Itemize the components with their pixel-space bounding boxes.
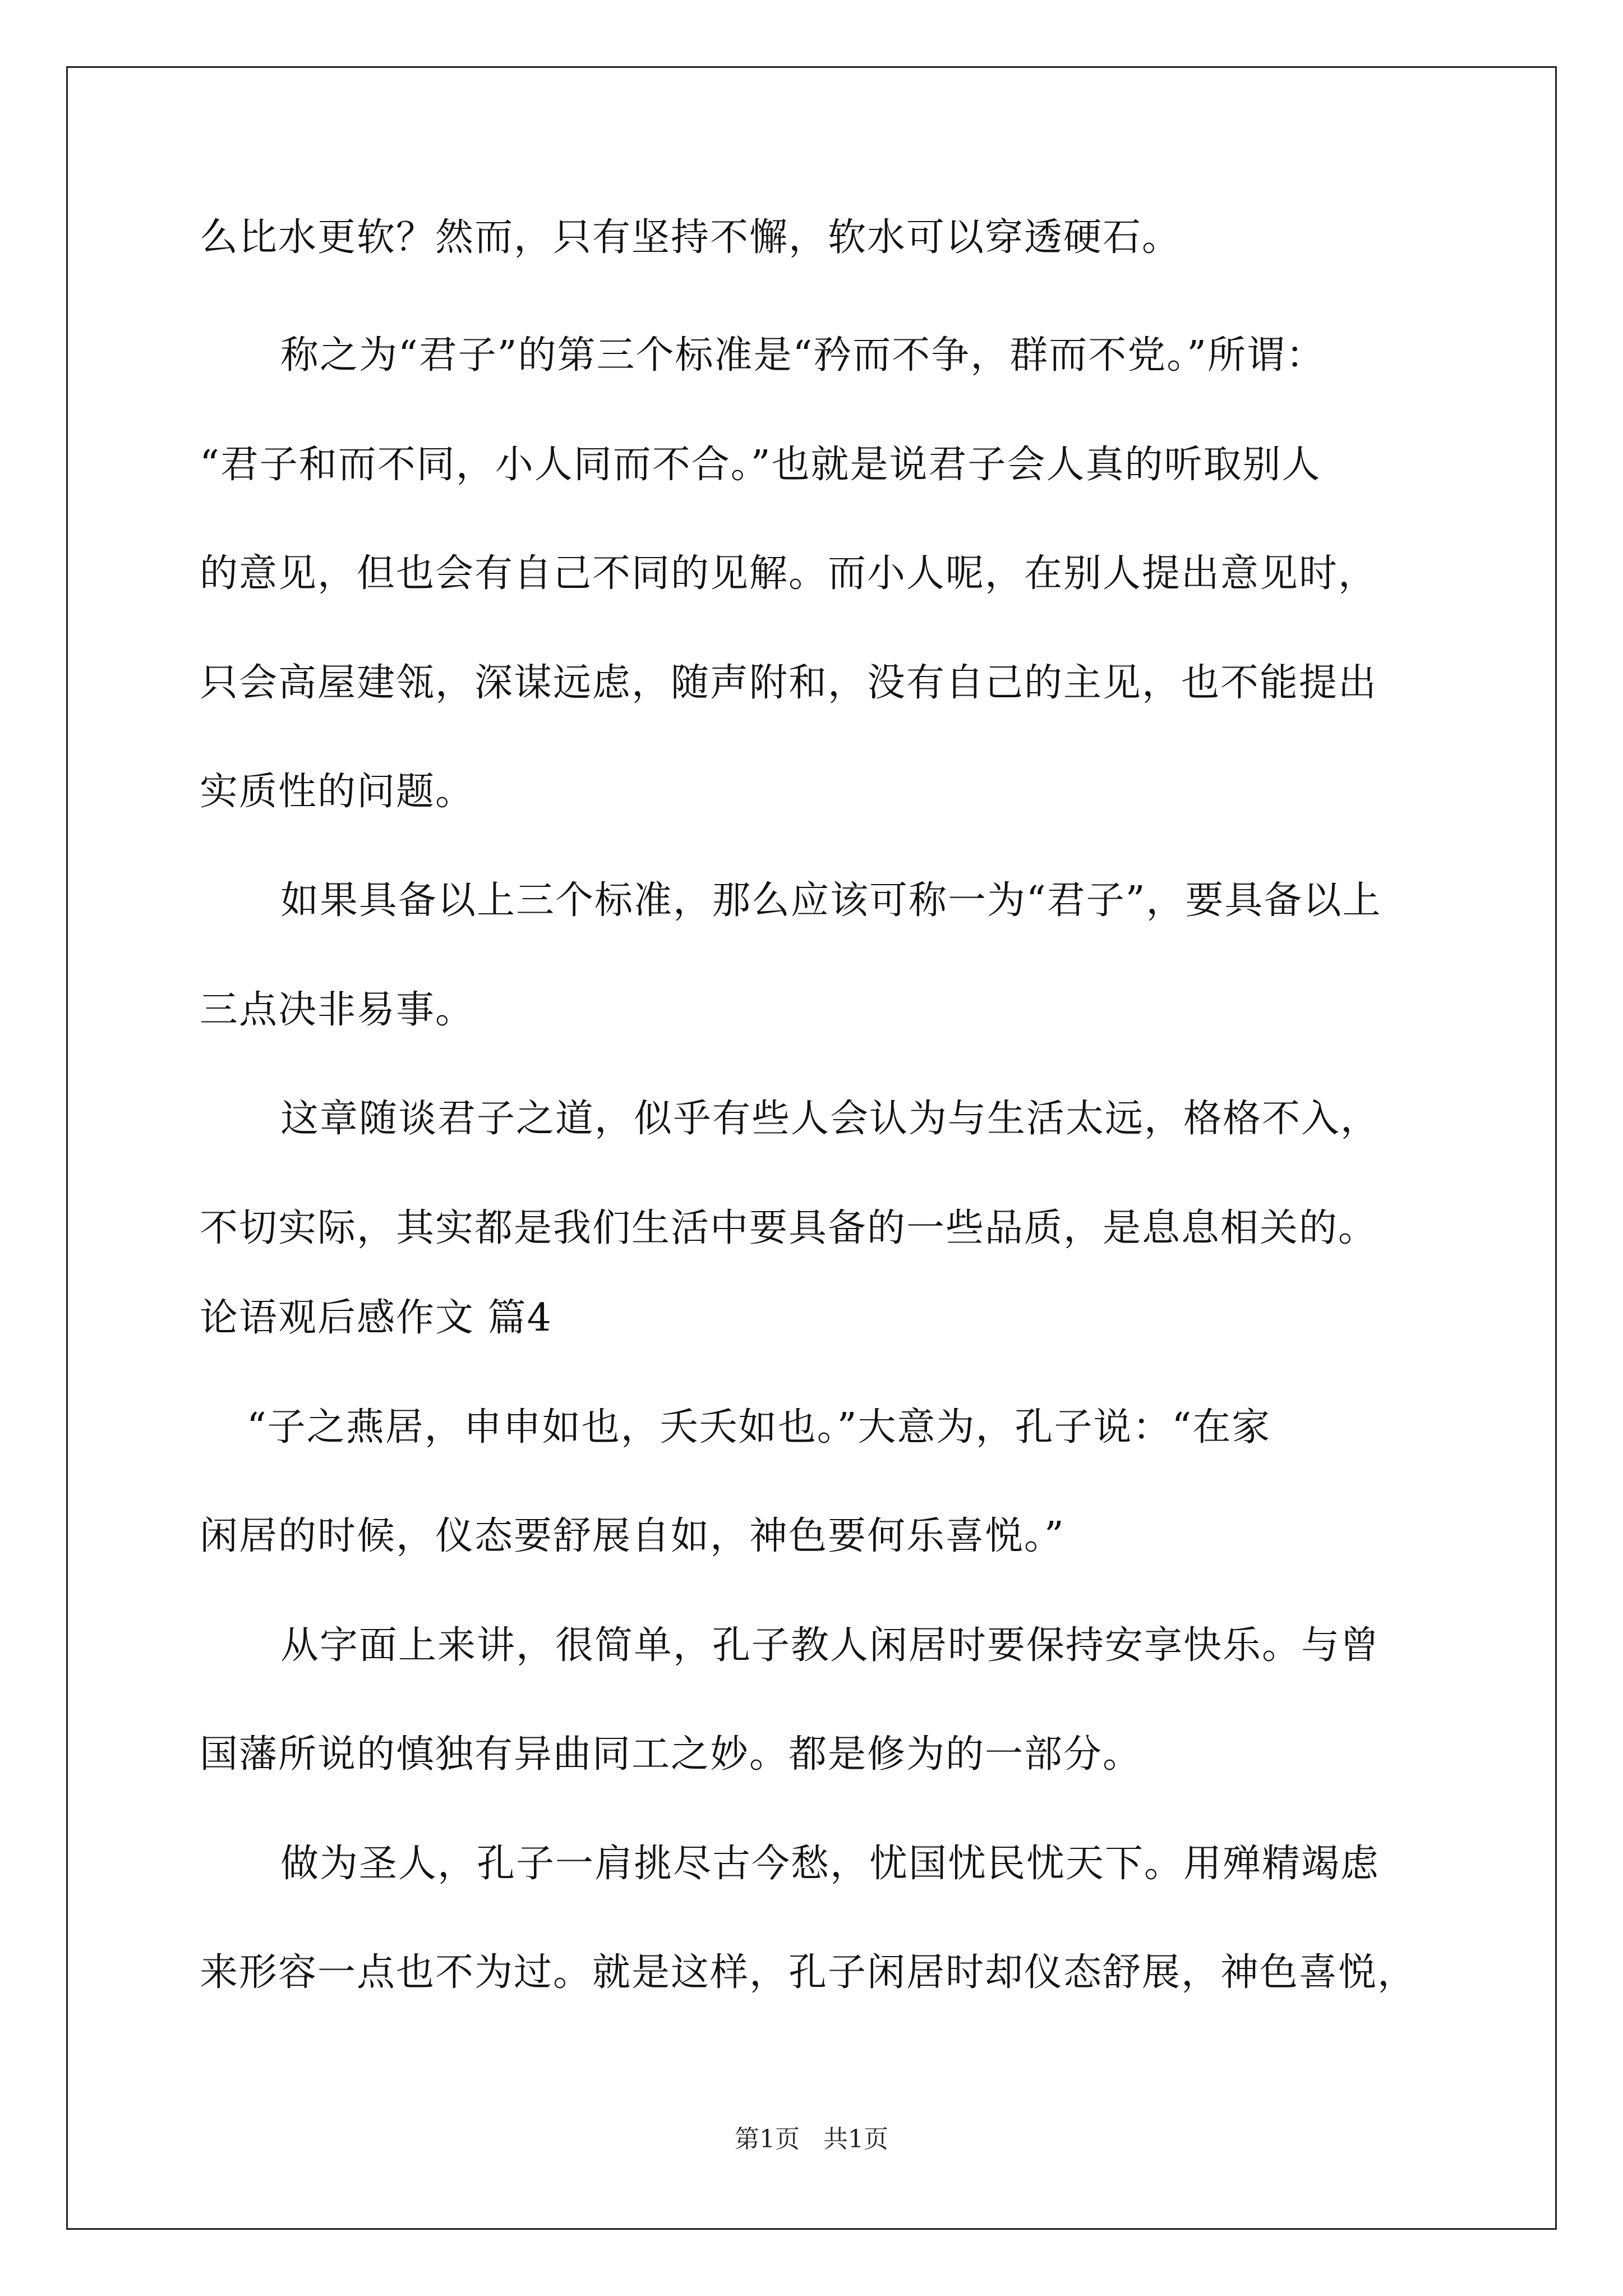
text-line: “君子和而不同，小人同而不合。”也就是说君子会人真的听取别人 [200, 443, 1321, 487]
page-footer: 第1页 共1页 [735, 2125, 888, 2154]
text-line: 来形容一点也不为过。就是这样，孔子闲居时却仪态舒展，神色喜悦， [200, 1950, 1417, 1995]
section-heading: 论语观后感作文 篇4 [200, 1296, 552, 1340]
paragraph-line: 做为圣人，孔子一肩挑尽古今愁，忧国忧民忧天下。用殚精竭虑 [280, 1842, 1380, 1886]
paragraph-line: 从字面上来讲，很简单，孔子教人闲居时要保持安享快乐。与曾 [280, 1623, 1380, 1668]
text-line: 实质性的问题。 [200, 770, 475, 814]
text-line: 的意见，但也会有自己不同的见解。而小人呢，在别人提出意见时， [200, 551, 1378, 596]
paragraph-line: 这章随谈君子之道，似乎有些人会认为与生活太远，格格不入， [280, 1097, 1380, 1141]
paragraph-line: 如果具备以上三个标准，那么应该可称一为“君子”，要具备以上 [280, 878, 1382, 923]
text-line: 只会高屋建瓴，深谋远虑，随声附和，没有自己的主见，也不能提出 [200, 661, 1378, 705]
text-line: 闲居的时候，仪态要舒展自如，神色要何乐喜悦。” [200, 1514, 1065, 1558]
text-line: 三点决非易事。 [200, 988, 475, 1032]
text-line: 国藩所说的慎独有异曲同工之妙。都是修为的一部分。 [200, 1732, 1142, 1777]
text-line: 么比水更软？然而，只有坚持不懈，软水可以穿透硬石。 [200, 215, 1182, 260]
page-border [66, 66, 1557, 2230]
text-line: 不切实际，其实都是我们生活中要具备的一些品质，是息息相关的。 [200, 1206, 1378, 1250]
paragraph-line: “子之燕居，申申如也，夭夭如也。”大意为，孔子说：“在家 [247, 1405, 1271, 1450]
paragraph-line: 称之为“君子”的第三个标准是“矜而不争，群而不党。”所谓： [280, 333, 1326, 378]
